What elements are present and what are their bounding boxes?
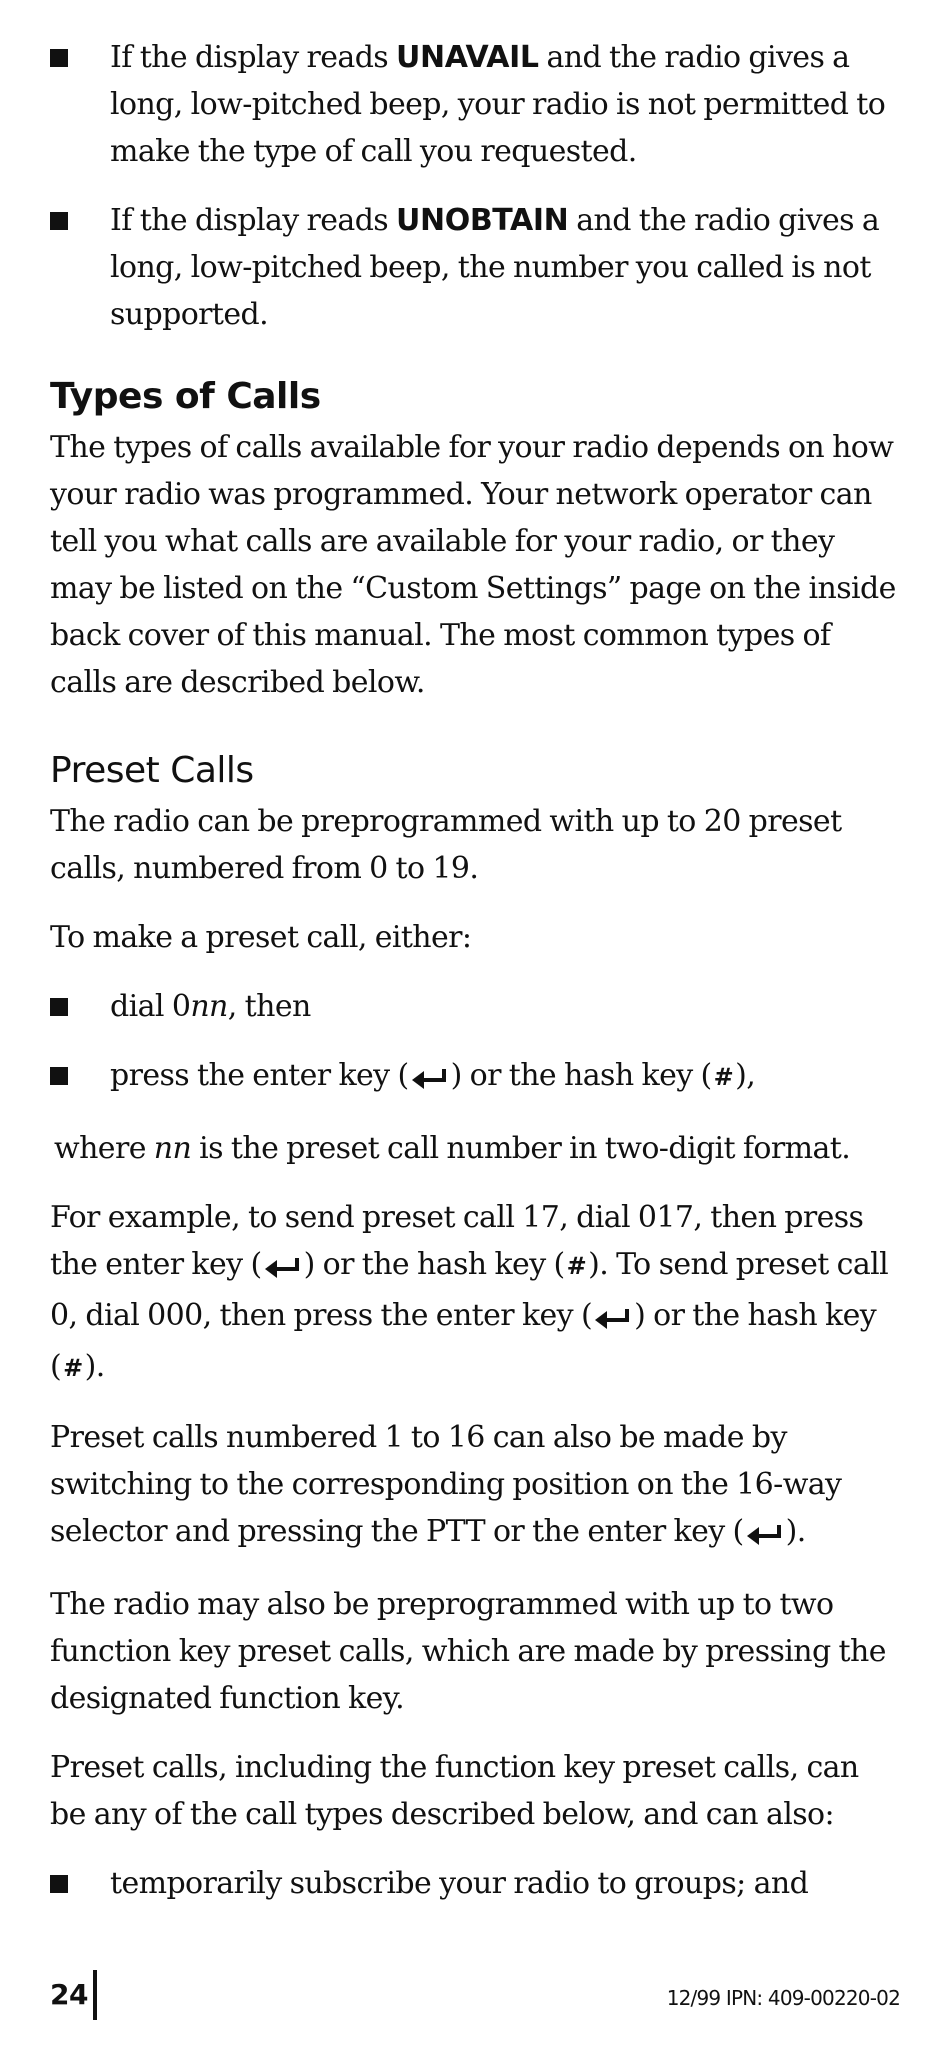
bullet-dial (50, 983, 900, 1030)
text-span: ), (735, 1058, 756, 1093)
enter-key-icon (745, 1512, 785, 1559)
enter-key-icon (263, 1245, 303, 1292)
text-span: ) or the hash key ( (303, 1247, 565, 1282)
preset-calls-either: To make a preset call, either: (50, 920, 472, 955)
hash-key-icon: # (63, 1354, 83, 1382)
page-number: 24 (50, 1978, 88, 2011)
selector-paragraph (50, 1414, 900, 1559)
text-span: For example, to send preset call 17, dial 017, then press the enter key ( (50, 1200, 864, 1282)
text-span: ) or the hash key ( (450, 1058, 712, 1093)
bullet-text (110, 34, 900, 175)
page-footer (50, 1968, 900, 2028)
text-span: ). (785, 1514, 806, 1549)
square-bullet-icon (50, 197, 110, 244)
hash-key-icon: # (713, 1063, 734, 1091)
italic-nn: nn (153, 1131, 192, 1166)
display-code-unobtain: UNOBTAIN (396, 203, 569, 238)
where-nn-note (50, 1125, 900, 1172)
section-heading-types-of-calls: Types of Calls (50, 376, 321, 417)
square-bullet-icon (50, 34, 110, 81)
text-span: ) or the hash key ( (50, 1298, 877, 1384)
text-span: If the display reads (110, 40, 397, 75)
bullet-text (110, 1052, 900, 1103)
text-span: where (54, 1131, 154, 1166)
document-reference: 12/99 IPN: 409-00220-02 (666, 1986, 900, 2010)
text-span: , then (227, 989, 311, 1024)
italic-nn: nn (190, 989, 228, 1024)
enter-key-icon (593, 1296, 633, 1343)
bullet-unavail (50, 34, 900, 175)
text-span: and the radio gives a long, low-pitched beep, your radio is not permitted to make the type of call you requested. (110, 40, 886, 169)
text-span: is the preset call number in two-digit format. (191, 1131, 851, 1166)
bullet-unobtain (50, 197, 900, 338)
square-bullet-icon (50, 1860, 110, 1907)
text-span: ). To send preset call 0, dial 000, then press the enter key ( (50, 1247, 889, 1333)
text-span: dial 0 (110, 989, 191, 1024)
text-span: ). (84, 1349, 105, 1384)
square-bullet-icon (50, 983, 110, 1030)
manual-page (50, 34, 900, 1929)
preset-calls-intro: The radio can be preprogrammed with up to 20 preset calls, numbered from 0 to 19. (50, 804, 842, 886)
bullet-text: temporarily subscribe your radio to groups; and (110, 1866, 809, 1901)
bullet-text (110, 197, 900, 338)
text-span: Preset calls numbered 1 to 16 can also be made by switching to the corresponding position on the 16-way selector and pressing the PTT or the enter key ( (50, 1420, 842, 1549)
example-paragraph (50, 1194, 900, 1392)
display-code-unavail: UNAVAIL (396, 40, 539, 75)
text-span: If the display reads (110, 203, 397, 238)
subsection-heading-preset-calls: Preset Calls (50, 750, 254, 791)
types-of-calls-body: The types of calls available for your radio depends on how your radio was programmed. Your network operator can tell you what calls are available for your radio, or they may be listed on the “Custom Settings” page on the inside back cover of this manual. The most common types of calls are described below. (50, 430, 896, 700)
page-number-divider (93, 1970, 97, 2020)
square-bullet-icon (50, 1052, 110, 1099)
including-paragraph: Preset calls, including the function key preset calls, can be any of the call types described below, and can also: (50, 1750, 859, 1832)
function-key-paragraph: The radio may also be preprogrammed with up to two function key preset calls, which are made by pressing the designated function key. (50, 1587, 886, 1716)
bullet-press-enter (50, 1052, 900, 1103)
text-span: and the radio gives a long, low-pitched beep, the number you called is not supported. (110, 203, 880, 332)
enter-key-icon (410, 1056, 450, 1103)
text-span: press the enter key ( (110, 1058, 409, 1093)
bullet-text (110, 983, 900, 1030)
hash-key-icon: # (566, 1252, 587, 1280)
bullet-subscribe (50, 1860, 900, 1907)
